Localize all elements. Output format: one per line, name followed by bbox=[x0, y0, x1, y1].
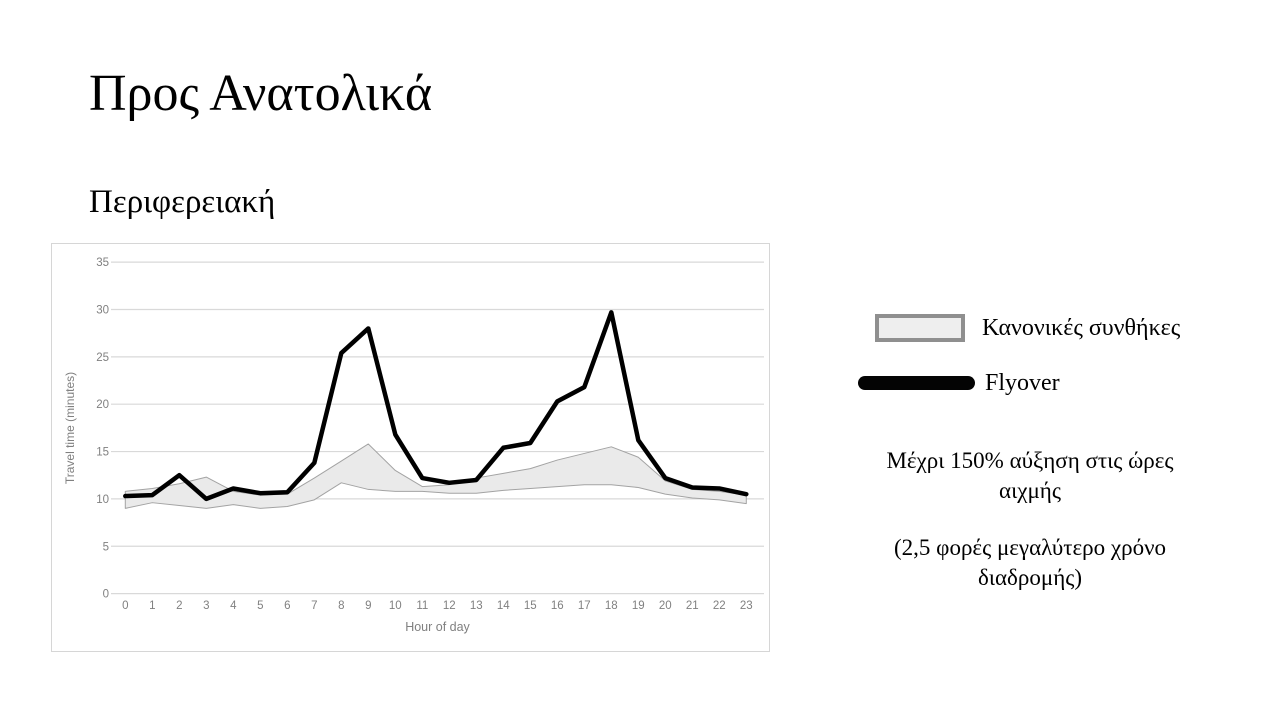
y-tick-label: 10 bbox=[96, 493, 109, 506]
legend-label-flyover: Flyover bbox=[985, 369, 1060, 396]
y-axis-title: Travel time (minutes) bbox=[63, 371, 77, 485]
y-tick-label: 0 bbox=[102, 588, 109, 601]
travel-time-chart-panel bbox=[51, 243, 770, 652]
y-tick-label: 5 bbox=[102, 541, 109, 554]
travel-time-chart bbox=[52, 244, 769, 651]
x-axis-title: Hour of day bbox=[405, 620, 470, 634]
note-travel-time-ratio: (2,5 φορές μεγαλύτερο χρόνο διαδρομής) bbox=[894, 535, 1166, 590]
x-tick-label: 18 bbox=[604, 600, 618, 612]
x-tick-label: 10 bbox=[388, 600, 402, 612]
y-tick-label: 15 bbox=[96, 446, 109, 459]
normal-conditions-swatch bbox=[875, 314, 965, 342]
x-tick-label: 1 bbox=[149, 600, 156, 612]
note-peak-hours-increase: Μέχρι 150% αύξηση στις ώρες αιχμής bbox=[886, 448, 1174, 503]
x-tick-label: 6 bbox=[284, 600, 291, 612]
x-tick-label: 16 bbox=[550, 600, 564, 612]
legend-item-normal-conditions bbox=[875, 311, 1180, 345]
y-tick-label: 25 bbox=[96, 351, 109, 364]
x-tick-label: 21 bbox=[685, 600, 699, 612]
y-tick-label: 20 bbox=[96, 399, 109, 412]
x-tick-label: 8 bbox=[338, 600, 345, 612]
x-tick-label: 19 bbox=[631, 600, 645, 612]
x-tick-label: 0 bbox=[122, 600, 129, 612]
x-tick-label: 7 bbox=[311, 600, 318, 612]
x-tick-label: 4 bbox=[230, 600, 237, 612]
flyover-swatch bbox=[858, 376, 975, 390]
slide-subtitle: Περιφερειακή bbox=[89, 184, 276, 220]
slide-title: Προς Ανατολικά bbox=[89, 65, 433, 122]
x-tick-label: 20 bbox=[658, 600, 672, 612]
x-tick-label: 2 bbox=[176, 600, 183, 612]
x-tick-label: 17 bbox=[577, 600, 591, 612]
x-tick-label: 12 bbox=[442, 600, 456, 612]
legend-label-normal-conditions: Κανονικές συνθήκες bbox=[982, 314, 1181, 341]
y-tick-label: 30 bbox=[96, 304, 109, 317]
x-tick-label: 13 bbox=[469, 600, 483, 612]
x-tick-label: 14 bbox=[496, 600, 510, 612]
x-tick-label: 9 bbox=[365, 600, 372, 612]
x-tick-label: 5 bbox=[257, 600, 264, 612]
x-tick-label: 11 bbox=[416, 600, 429, 612]
x-tick-label: 23 bbox=[739, 600, 753, 612]
x-tick-label: 22 bbox=[712, 600, 726, 612]
y-tick-label: 35 bbox=[96, 257, 109, 270]
x-tick-label: 15 bbox=[523, 600, 537, 612]
legend-item-flyover bbox=[858, 368, 1060, 398]
x-tick-label: 3 bbox=[203, 600, 210, 612]
